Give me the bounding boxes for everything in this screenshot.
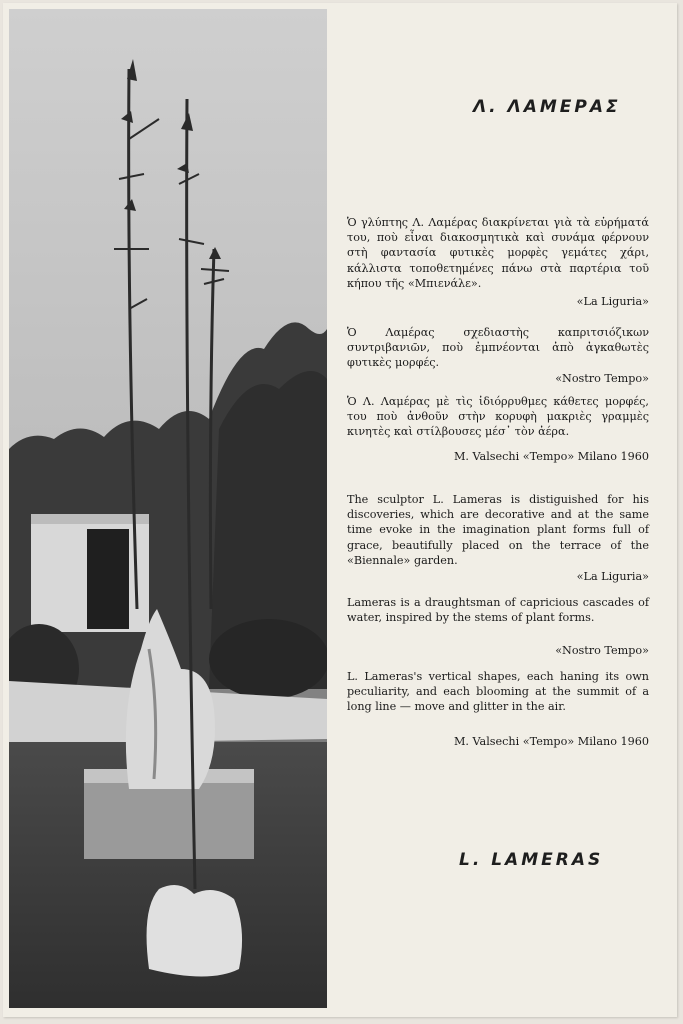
greek-quote-2: Ὁ Λαμέρας σχεδιαστὴς καπριτσιόζικων συντριβανιῶν, ποὺ ἐμπνέονται ἀπὸ ἀγκαθωτὲς φυτικὲς μορφές. [347, 326, 649, 370]
text-panel [327, 9, 677, 1009]
sculpture-garden-illustration [9, 9, 327, 1008]
english-quote-2: Lameras is a draughtsman of capricious cascades of water, inspired by the stems of plant forms. [347, 596, 649, 625]
greek-quote-1-source: «La Liguria» [576, 295, 649, 308]
brochure-card [3, 3, 677, 1017]
english-quote-3: L. Lameras's vertical shapes, each haning its own peculiarity, and each blooming at the summit of a long line — move and glitter in the air. [347, 670, 649, 714]
english-quote-1: The sculptor L. Lameras is distiguished for his discoveries, which are decorative and at the same time evoke in the imagination plant forms full of grace, beautifully placed on the terrace of the «Biennale» garden. [347, 493, 649, 567]
greek-quote-3-source: M. Valsechi «Tempo» Milano 1960 [453, 450, 649, 463]
english-quote-2-source: «Nostro Tempo» [555, 644, 649, 657]
title-greek: Λ. ΛΑΜΕΡΑΣ [473, 97, 621, 117]
english-quote-3-source: M. Valsechi «Tempo» Milano 1960 [453, 735, 649, 748]
greek-quote-1: Ὁ γλύπτης Λ. Λαμέρας διακρίνεται γιὰ τὰ εὑρήματά του, ποὺ εἶναι διακοσμητικὰ καὶ συνάμα φέρνουν στὴ φαντασία φυτικὲς μορφὲς γεμάτες χάρι, κάλλιστα τοποθετημένες πάνω στὰ παρτέρια τοῦ κήπου τῆς «Μπιενάλε». [347, 216, 649, 290]
sculpture-garden-photo [9, 9, 327, 1008]
title-latin: L. LAMERAS [459, 850, 604, 870]
greek-quote-3: Ὁ Λ. Λαμέρας μὲ τὶς ἰδιόρρυθμες κάθετες μορφές, του ποὺ ἀνθοῦν στὴν κορυφὴ μακριὲς γραμμὲς κινητὲς καὶ στίλβουσες μέσ᾽ τὸν ἀέρα. [347, 395, 649, 439]
english-quote-1-source: «La Liguria» [576, 570, 649, 583]
greek-quote-2-source: «Nostro Tempo» [555, 372, 649, 385]
